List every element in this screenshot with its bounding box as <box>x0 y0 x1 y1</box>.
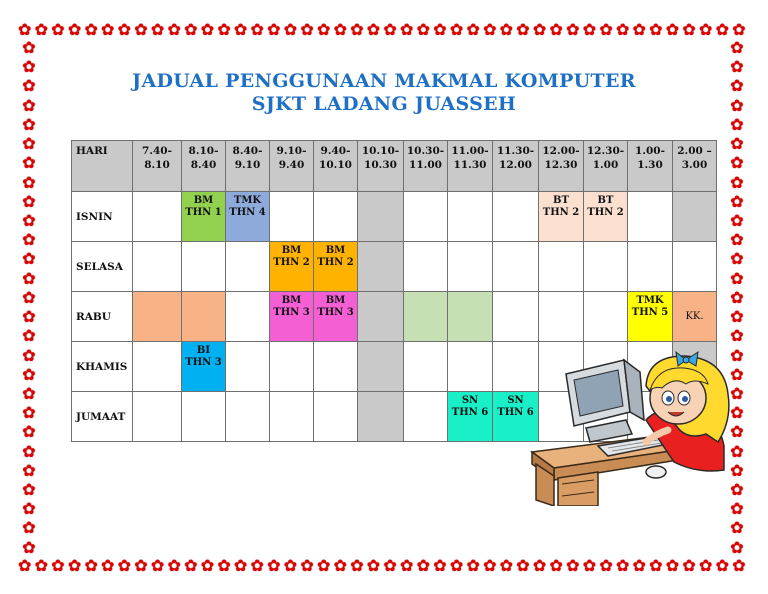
flower-icon: ✿ <box>34 20 49 39</box>
flower-icon: ✿ <box>184 556 198 575</box>
flower-icon: ✿ <box>483 20 497 39</box>
schedule-cell <box>673 192 717 242</box>
schedule-cell <box>133 292 182 342</box>
schedule-cell <box>182 392 226 442</box>
time-slot-line: 3.00 <box>681 159 708 171</box>
flower-icon: ✿ <box>18 20 32 39</box>
schedule-cell <box>270 392 314 442</box>
flower-icon: ✿ <box>400 20 414 39</box>
flower-icon: ✿ <box>22 518 36 538</box>
flower-icon: ✿ <box>516 556 530 575</box>
flower-icon: ✿ <box>150 20 165 39</box>
flower-icon: ✿ <box>698 556 713 575</box>
schedule-cell: BM THN 2 <box>314 242 358 292</box>
header-time-slot <box>314 141 358 192</box>
schedule-cell <box>404 242 448 292</box>
schedule-cell <box>448 342 493 392</box>
flower-icon: ✿ <box>22 57 36 77</box>
flower-icon: ✿ <box>682 556 696 575</box>
flower-icon: ✿ <box>22 153 36 173</box>
time-slot-line: 10.30- <box>406 145 445 157</box>
day-name: ISNIN <box>72 192 133 242</box>
flower-icon: ✿ <box>22 403 36 423</box>
schedule-cell <box>448 292 493 342</box>
header-time-slot <box>628 141 673 192</box>
flower-icon: ✿ <box>134 556 148 575</box>
schedule-cell <box>404 342 448 392</box>
flower-icon: ✿ <box>730 422 744 442</box>
flower-icon: ✿ <box>167 20 181 39</box>
flower-icon: ✿ <box>366 556 381 575</box>
flower-icon: ✿ <box>22 134 36 154</box>
flower-icon: ✿ <box>615 20 630 39</box>
flower-icon: ✿ <box>466 20 480 39</box>
flower-icon: ✿ <box>730 383 744 403</box>
schedule-cell <box>182 292 226 342</box>
schedule-cell <box>404 292 448 342</box>
flower-icon: ✿ <box>682 20 696 39</box>
schedule-cell <box>584 292 628 342</box>
flower-icon: ✿ <box>22 480 36 500</box>
flower-icon: ✿ <box>665 20 680 39</box>
flower-icon: ✿ <box>730 537 744 557</box>
table-row <box>72 242 717 292</box>
flower-icon: ✿ <box>150 556 165 575</box>
flower-icon: ✿ <box>22 249 36 269</box>
time-slot-line: 2.00 – <box>677 145 712 157</box>
flower-border-left <box>20 40 38 556</box>
flower-icon: ✿ <box>22 326 36 346</box>
flower-icon: ✿ <box>250 556 264 575</box>
schedule-cell <box>182 242 226 292</box>
flower-icon: ✿ <box>400 556 414 575</box>
flower-icon: ✿ <box>730 268 744 288</box>
flower-icon: ✿ <box>101 20 115 39</box>
header-time-slot <box>584 141 628 192</box>
schedule-cell <box>493 242 539 292</box>
time-slot-line: 11.00- <box>451 145 489 157</box>
flower-icon: ✿ <box>549 556 563 575</box>
flower-icon: ✿ <box>433 556 447 575</box>
schedule-cell: BM THN 3 <box>314 292 358 342</box>
schedule-cell: BI THN 3 <box>182 342 226 392</box>
flower-icon: ✿ <box>732 20 746 39</box>
schedule-cell <box>539 242 584 292</box>
flower-icon: ✿ <box>649 556 663 575</box>
schedule-cell <box>584 242 628 292</box>
time-slot-line: 1.00- <box>635 145 665 157</box>
schedule-cell <box>404 392 448 442</box>
flower-icon: ✿ <box>22 210 36 230</box>
flower-icon: ✿ <box>22 76 36 96</box>
flower-icon: ✿ <box>730 95 744 115</box>
flower-icon: ✿ <box>22 422 36 442</box>
time-slot-line: 8.40 <box>190 159 217 171</box>
time-slot-line: 11.30 <box>453 159 487 171</box>
flower-icon: ✿ <box>67 20 82 39</box>
schedule-cell: SN THN 6 <box>448 392 493 442</box>
flower-icon: ✿ <box>22 268 36 288</box>
flower-icon: ✿ <box>200 20 215 39</box>
time-slot-line: 10.10- <box>361 145 400 157</box>
flower-icon: ✿ <box>383 556 397 575</box>
flower-border-bottom <box>18 556 746 576</box>
schedule-cell <box>133 342 182 392</box>
flower-icon: ✿ <box>366 20 381 39</box>
flower-icon: ✿ <box>715 556 729 575</box>
header-day-label: HARI <box>72 141 133 192</box>
schedule-cell <box>226 242 270 292</box>
flower-icon: ✿ <box>483 556 497 575</box>
schedule-cell: BT THN 2 <box>539 192 584 242</box>
header-time-slot <box>673 141 717 192</box>
schedule-cell <box>133 242 182 292</box>
schedule-cell <box>358 292 404 342</box>
flower-icon: ✿ <box>167 556 181 575</box>
schedule-cell <box>133 192 182 242</box>
time-slot-line: 9.40 <box>278 159 305 171</box>
flower-icon: ✿ <box>350 20 364 39</box>
flower-icon: ✿ <box>730 345 744 365</box>
flower-icon: ✿ <box>217 556 231 575</box>
flower-icon: ✿ <box>51 556 65 575</box>
flower-icon: ✿ <box>67 556 82 575</box>
time-slot-line: 7.40- <box>142 145 172 157</box>
schedule-cell <box>314 392 358 442</box>
schedule-cell <box>448 242 493 292</box>
schedule-cell <box>270 342 314 392</box>
flower-icon: ✿ <box>233 20 248 39</box>
flower-icon: ✿ <box>22 345 36 365</box>
flower-icon: ✿ <box>566 556 580 575</box>
flower-icon: ✿ <box>499 556 514 575</box>
flower-border-top <box>18 20 746 40</box>
time-slot-line: 11.00 <box>409 159 442 171</box>
time-slot-line: 9.40- <box>320 145 351 157</box>
time-slot-line: 12.30- <box>586 145 625 157</box>
schedule-cell <box>314 342 358 392</box>
flower-icon: ✿ <box>117 556 132 575</box>
schedule-cell <box>226 342 270 392</box>
schedule-cell <box>226 292 270 342</box>
flower-icon: ✿ <box>730 153 744 173</box>
flower-icon: ✿ <box>730 114 744 134</box>
flower-icon: ✿ <box>730 287 744 307</box>
flower-icon: ✿ <box>416 556 431 575</box>
flower-icon: ✿ <box>22 191 36 211</box>
flower-icon: ✿ <box>22 172 36 192</box>
time-slot-line: 10.30 <box>364 159 397 171</box>
flower-icon: ✿ <box>566 20 580 39</box>
time-slot-line: 11.30- <box>496 145 535 157</box>
time-slot-line: 12.00 <box>499 159 532 171</box>
page-subtitle: SJKT LADANG JUASSEH <box>251 93 517 115</box>
schedule-cell <box>226 392 270 442</box>
schedule-cell: BM THN 2 <box>270 242 314 292</box>
flower-icon: ✿ <box>316 20 331 39</box>
flower-icon: ✿ <box>84 556 98 575</box>
header-time-slot <box>270 141 314 192</box>
flower-icon: ✿ <box>383 20 397 39</box>
flower-icon: ✿ <box>22 38 36 57</box>
flower-icon: ✿ <box>22 307 36 327</box>
flower-icon: ✿ <box>730 364 744 384</box>
flower-icon: ✿ <box>730 210 744 230</box>
schedule-cell <box>270 192 314 242</box>
flower-icon: ✿ <box>200 556 215 575</box>
header-time-slot <box>133 141 182 192</box>
flower-icon: ✿ <box>730 307 744 327</box>
flower-icon: ✿ <box>22 95 36 115</box>
flower-icon: ✿ <box>22 460 36 480</box>
header-time-slot <box>358 141 404 192</box>
time-slot-line: 10.10 <box>319 159 352 171</box>
flower-icon: ✿ <box>516 20 530 39</box>
schedule-cell <box>358 192 404 242</box>
flower-icon: ✿ <box>715 20 729 39</box>
flower-icon: ✿ <box>449 20 464 39</box>
header-time-slot <box>226 141 270 192</box>
schedule-cell: TMK THN 4 <box>226 192 270 242</box>
flower-icon: ✿ <box>466 556 480 575</box>
flower-icon: ✿ <box>632 20 646 39</box>
flower-icon: ✿ <box>22 114 36 134</box>
flower-icon: ✿ <box>433 20 447 39</box>
schedule-cell <box>628 192 673 242</box>
time-slot-line: 12.30 <box>544 159 578 171</box>
header-time-slot <box>182 141 226 192</box>
flower-icon: ✿ <box>22 383 36 403</box>
flower-icon: ✿ <box>217 20 231 39</box>
schedule-cell <box>673 242 717 292</box>
schedule-cell <box>628 242 673 292</box>
flower-icon: ✿ <box>730 441 744 461</box>
flower-icon: ✿ <box>18 556 32 575</box>
schedule-cell <box>448 192 493 242</box>
schedule-cell: BT THN 2 <box>584 192 628 242</box>
table-row <box>72 192 717 242</box>
flower-icon: ✿ <box>730 76 744 96</box>
time-slot-line: 1.00 <box>592 159 619 171</box>
page-title: JADUAL PENGGUNAAN MAKMAL KOMPUTER <box>132 70 636 92</box>
flower-icon: ✿ <box>730 460 744 480</box>
schedule-cell: SN THN 6 <box>493 392 539 442</box>
flower-icon: ✿ <box>532 20 547 39</box>
flower-icon: ✿ <box>649 20 663 39</box>
flower-icon: ✿ <box>84 20 98 39</box>
flower-icon: ✿ <box>333 20 347 39</box>
flower-icon: ✿ <box>134 20 148 39</box>
table-row <box>72 292 717 342</box>
flower-icon: ✿ <box>267 20 281 39</box>
header-time-slot <box>404 141 448 192</box>
flower-icon: ✿ <box>22 537 36 557</box>
flower-icon: ✿ <box>532 556 547 575</box>
flower-icon: ✿ <box>22 287 36 307</box>
flower-icon: ✿ <box>615 556 630 575</box>
flower-icon: ✿ <box>22 499 36 519</box>
flower-icon: ✿ <box>730 403 744 423</box>
flower-icon: ✿ <box>449 556 464 575</box>
flower-icon: ✿ <box>730 57 744 77</box>
flower-icon: ✿ <box>730 480 744 500</box>
header-time-slot <box>539 141 584 192</box>
schedule-cell <box>493 192 539 242</box>
day-name: RABU <box>72 292 133 342</box>
flower-icon: ✿ <box>730 230 744 250</box>
flower-icon: ✿ <box>283 556 298 575</box>
flower-icon: ✿ <box>730 38 744 57</box>
flower-icon: ✿ <box>333 556 347 575</box>
day-name: SELASA <box>72 242 133 292</box>
schedule-cell <box>358 242 404 292</box>
schedule-cell: BM THN 3 <box>270 292 314 342</box>
flower-icon: ✿ <box>665 556 680 575</box>
time-slot-line: 9.10 <box>234 159 261 171</box>
flower-icon: ✿ <box>582 556 597 575</box>
flower-icon: ✿ <box>117 20 132 39</box>
flower-icon: ✿ <box>250 20 264 39</box>
flower-icon: ✿ <box>184 20 198 39</box>
header-time-slot <box>448 141 493 192</box>
flower-icon: ✿ <box>599 556 613 575</box>
schedule-cell <box>314 192 358 242</box>
flower-icon: ✿ <box>101 556 115 575</box>
flower-icon: ✿ <box>283 20 298 39</box>
schedule-cell <box>404 192 448 242</box>
schedule-cell <box>358 342 404 392</box>
day-name: JUMAAT <box>72 392 133 442</box>
flower-icon: ✿ <box>300 20 314 39</box>
flower-icon: ✿ <box>22 441 36 461</box>
flower-icon: ✿ <box>51 20 65 39</box>
flower-icon: ✿ <box>698 20 713 39</box>
flower-icon: ✿ <box>316 556 331 575</box>
flower-icon: ✿ <box>416 20 431 39</box>
header-row <box>72 141 717 192</box>
flower-icon: ✿ <box>632 556 646 575</box>
flower-icon: ✿ <box>233 556 248 575</box>
time-slot-line: 8.10 <box>144 159 170 171</box>
time-slot-line: 8.40- <box>232 145 263 157</box>
time-slot-line: 9.10- <box>276 145 307 157</box>
schedule-cell <box>133 392 182 442</box>
flower-icon: ✿ <box>22 364 36 384</box>
flower-icon: ✿ <box>730 191 744 211</box>
flower-icon: ✿ <box>350 556 364 575</box>
time-slot-line: 1.30 <box>637 159 663 171</box>
flower-icon: ✿ <box>730 134 744 154</box>
flower-icon: ✿ <box>599 20 613 39</box>
flower-icon: ✿ <box>730 518 744 538</box>
schedule-cell <box>358 392 404 442</box>
flower-icon: ✿ <box>730 249 744 269</box>
time-slot-line: 12.00- <box>542 145 580 157</box>
flower-icon: ✿ <box>730 172 744 192</box>
schedule-cell: BM THN 1 <box>182 192 226 242</box>
header-time-slot <box>493 141 539 192</box>
flower-icon: ✿ <box>582 20 597 39</box>
schedule-cell: KK. <box>673 292 717 342</box>
time-slot-line: 8.10- <box>188 145 219 157</box>
schedule-cell: TMK THN 5 <box>628 292 673 342</box>
flower-icon: ✿ <box>730 326 744 346</box>
flower-icon: ✿ <box>22 230 36 250</box>
day-name: KHAMIS <box>72 342 133 392</box>
flower-icon: ✿ <box>549 20 563 39</box>
schedule-cell <box>539 292 584 342</box>
flower-icon: ✿ <box>34 556 49 575</box>
girl-at-computer-illustration <box>528 350 734 506</box>
flower-icon: ✿ <box>730 499 744 519</box>
flower-icon: ✿ <box>499 20 514 39</box>
flower-icon: ✿ <box>732 556 746 575</box>
flower-icon: ✿ <box>267 556 281 575</box>
flower-icon: ✿ <box>300 556 314 575</box>
schedule-cell <box>493 292 539 342</box>
